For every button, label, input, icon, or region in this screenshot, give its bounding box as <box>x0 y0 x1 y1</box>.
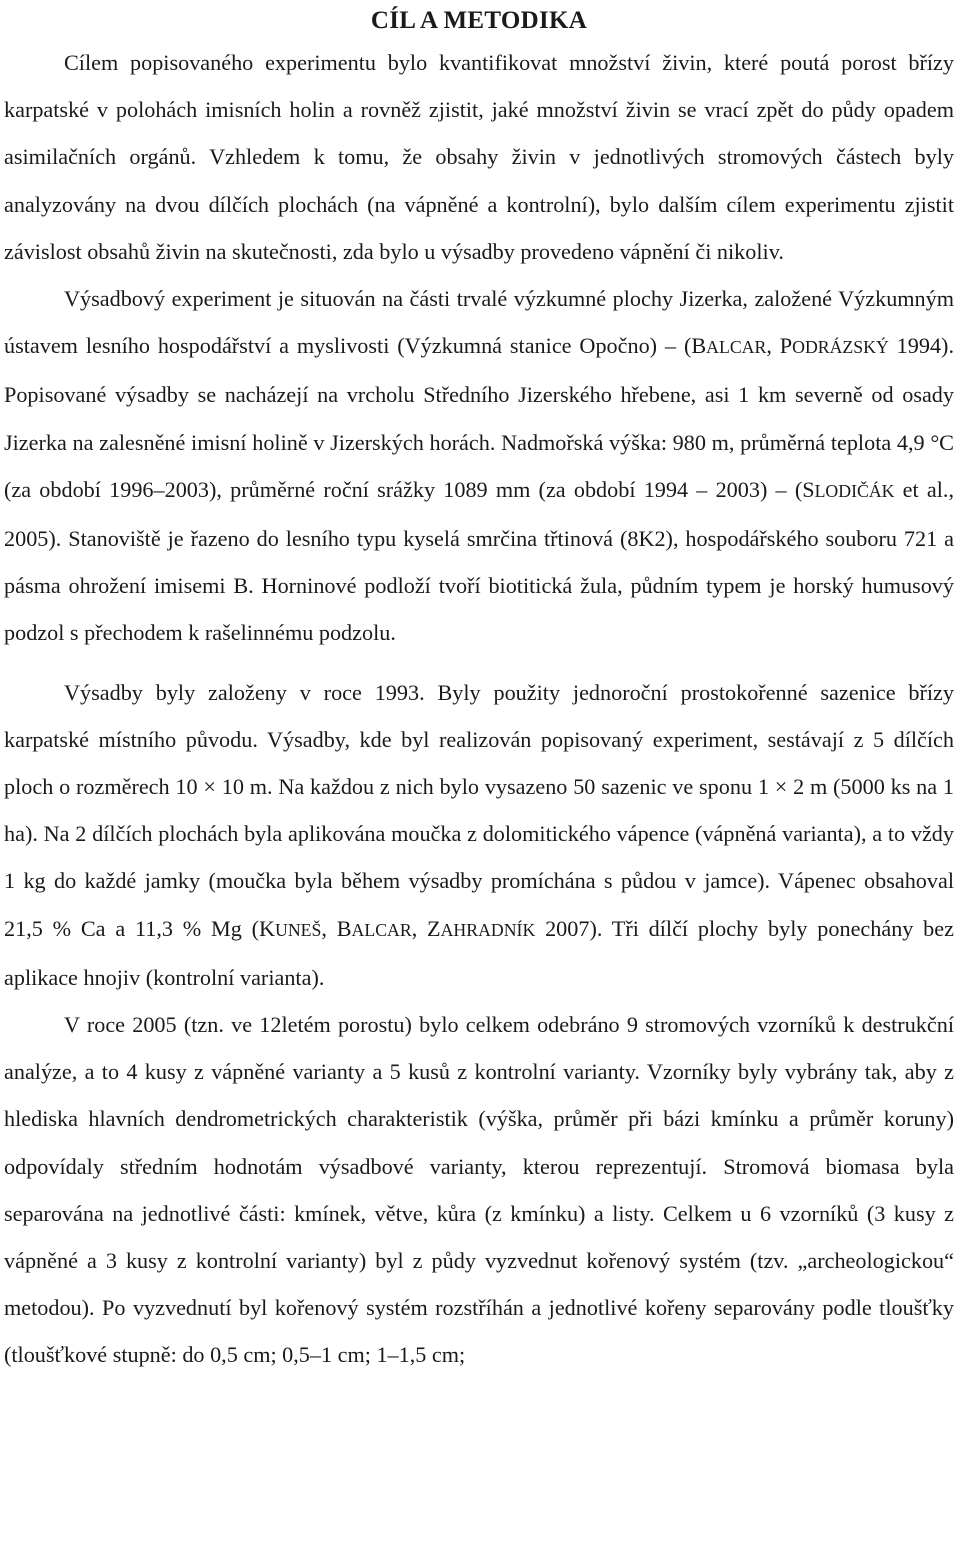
paragraph-goals <box>4 39 954 275</box>
author-smallcaps: ALCAR <box>351 919 412 940</box>
text-run: 2007). Tři dílčí plochy byly ponechány bez aplikace hnojiv (kontrolní varianta). <box>4 915 954 990</box>
text-run: Výsadby byly založeny v roce 1993. Byly použity jednoroční prostokořenné sazenice břízy karpatské místního původu. Výsadby, kde byl realizován popisovaný experiment, sestávají z 5 dílčích ploch o rozměrech 10 × 10 m. Na každou z nich bylo vysazeno 50 sazenic ve sponu 1 × 2 m (5000 ks na 1 ha). Na 2 dílčích plochách byla aplikována moučka z dolomitického vápence (vápněná varianta), a to vždy 1 kg do každé jamky (moučka byla během výsadby promíchána s půdou v jamce). Vápenec obsahoval 21,5 % Ca a 11,3 % Mg (K <box>4 679 954 941</box>
text-run: , B <box>321 915 352 941</box>
text-run: Výsadbový experiment je situován na části trvalé výzkumné plochy Jizerka, založené Výzkumným ústavem lesního hospodářství a myslivosti (Výzkumná stanice Opočno) – (B <box>4 286 954 359</box>
text-run: , P <box>766 333 793 359</box>
text-run: Cílem popisovaného experimentu bylo kvantifikovat množství živin, které poutá porost břízy karpatské v polohách imisních holin a rovněž zjistit, jaké množství živin se vrací zpět do půdy opadem asimilačních orgánů. Vzhledem k tomu, že obsahy živin v jednotlivých stromových částech byly analyzovány na dvou dílčích plochách (na vápněné a kontrolní), bylo dalším cílem experimentu zjistit závislost obsahů živin na skutečnosti, zda bylo u výsadby provedeno vápnění či nikoliv. <box>4 50 954 264</box>
text-run: et al., 2005). Stanoviště je řazeno do lesního typu kyselá smrčina třtinová (8K2), hospodářského souboru 721 a pásma ohrožení imisemi B. Horninové podloží tvoří biotitická žula, půdním typem je horský humusový podzol s přechodem k rašelinnému podzolu. <box>4 476 955 646</box>
page-title: CÍL A METODIKA <box>370 7 588 34</box>
author-smallcaps: UNEŠ <box>275 919 322 940</box>
author-smallcaps: LODIČÁK <box>814 480 895 501</box>
text-run: , Z <box>411 915 441 941</box>
paragraph-sampling <box>4 1001 954 1379</box>
text-run: V roce 2005 (tzn. ve 12letém porostu) bylo celkem odebráno 9 stromových vzorníků k destrukční analýze, a to 4 kusy z vápněné varianty a 5 kusů z kontrolní varianty. Vzorníky byly vybrány tak, aby z hlediska hlavních dendrometrických charakteristik (výška, průměr při bázi kmínku a průměr koruny) odpovídaly středním hodnotám výsadbové varianty, kterou reprezentují. Stromová biomasa byla separována na jednotlivé části: kmínek, větve, kůra (z kmínku) a listy. Celkem u 6 vzorníků (3 kusy z vápněné a 3 kusy z kontrolní varianty) byl z půdy vyzvednut kořenový systém (tzv. „archeologickou“ metodou). Po vyzvednutí byl kořenový systém rozstříhán a jednotlivé kořeny separovány podle tloušťky (tloušťkové stupně: do 0,5 cm; 0,5–1 cm; 1–1,5 cm; <box>4 1012 954 1368</box>
author-smallcaps: ODRÁZSKÝ <box>792 337 889 358</box>
author-smallcaps: AHRADNÍK <box>440 919 536 940</box>
paragraph-planting <box>4 669 954 1001</box>
paragraph-site <box>4 275 954 657</box>
author-smallcaps: ALCAR <box>706 337 767 358</box>
text-run: 1994). Popisované výsadby se nacházejí na vrcholu Středního Jizerského hřebene, asi 1 km severně od osady Jizerka na zalesněné imisní holině v Jizerských horách. Nadmořská výška: 980 m, průměrná teplota 4,9 °C (za období 1996–2003), průměrné roční srážky 1089 mm (za období 1994 – 2003) – (S <box>4 333 954 502</box>
